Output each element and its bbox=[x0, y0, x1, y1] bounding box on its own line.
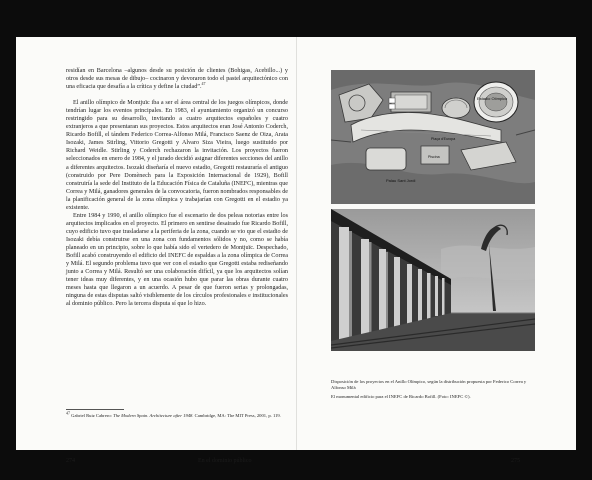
footnote-rule bbox=[66, 409, 124, 410]
footnote-number: 47 bbox=[66, 410, 70, 416]
caption-inefc-photo: El monumental edificio para el INEFC de Ricardo Bofill. (Foto: INEFC ©). bbox=[331, 394, 471, 399]
page-number-right: 275 bbox=[511, 458, 520, 464]
map-label-stadium: Estadio Olímpico bbox=[477, 96, 508, 101]
body-text bbox=[66, 67, 288, 308]
running-title: En el dominio público bbox=[198, 458, 252, 464]
paragraph-2: El anillo olímpico de Montjuïc iba a ser el área central de los juegos olímpicos, donde tendrían lugar los eventos principales. En 1983, el ayuntamiento organizó un concurso restringido para su desarrollo, invitando a cuatro arquitectos españoles y cuatro extranjeros a que presentaran sus proyectos. Estos arquitectos eran José Antonio Coderch, Ricardo Bofill, el tándem Federico Correa-Alfonso Milá, Francisco Saenz de Oiza, Arata Isozaki, James Stirling, Vittorio Gregotti y Alvaro Siza Vieira, luego sustituido por Richard Weidle. Stirling y Coderch rechazaron la invitación. Los proyectos fueron seleccionados en enero de 1984, y el jurado decidió asignar diferentes secciones del anillo a diferentes arquitectos. Isozaki diseñaría el nuevo estadio, Gregotti restauraría el antiguo (construido por Pere Domènech para la Exposición Internacional de 1929), Bofill construiría la sede del Instituto de la Educación Física de Cataluña (INEFC), mientras que Correa y Milá, ganadores generales de la convocatoria, fueron nombrados responsables de la planificación general de la zona olímpica y trabajarían con Gregotti en el estadio ya existente. bbox=[66, 100, 288, 211]
map-label-pool: Piscina bbox=[428, 155, 440, 159]
caption-site-plan: Disposición de los proyectos en el Anillo Olímpico, según la distribución propuesta por Federico Correa y Alfonso Milà bbox=[331, 379, 527, 391]
footnote-ref: 47 bbox=[201, 81, 206, 87]
paragraph-3: Entre 1984 y 1990, el anillo olímpico fue el escenario de dos peleas notorias entre los arquitectos implicados en el proyecto. El primero en sentirse desairado fue Ricardo Bofill, cuyo edificio tuvo que trasladarse a la periferia de la zona, cuando se vio que el estadio de Isozaki debía construirse en una zona con fundamentos sólidos y no, como se había planeado en un principio, sobre lo que había sido el vertedero de Montjuïc. Despechado, Bofill acabó construyendo el edificio del INEFC de espaldas a la zona olímpica de Correa y Milá. El segundo problema tuvo que ver con el estadio que Gregotti estaba rediseñando junto a Correa y Milá. Resultó ser una colaboración difícil, ya que los arquitectos solían tener ideas muy diferentes, y en una ocasión hubo que parar las obras durante cuatro meses hasta que llegaron a un acuerdo. A pesar de que fueron serias y prolongadas, ninguna de estas disputas saltó visiblemente de los círculos profesionales e institucionales al dominio público. Pero la tercera disputa sí que lo hizo. bbox=[66, 212, 288, 308]
footnote bbox=[66, 410, 288, 419]
site-plan-drawing bbox=[331, 70, 535, 204]
map-label-plaza: Plaça d'Europa bbox=[431, 137, 456, 141]
right-page bbox=[297, 37, 576, 464]
olympic-ring-site-plan bbox=[331, 70, 535, 204]
page-number-left: 274 bbox=[66, 458, 75, 464]
map-label-hall: Palau Sant Jordi bbox=[386, 178, 416, 183]
footnote-title: The Modern Spain. Architecture after 1948. bbox=[113, 413, 194, 418]
footnote-publisher: Cambridge, MA: The MIT Press, 2001, p. 119. bbox=[194, 413, 281, 418]
left-page bbox=[16, 37, 297, 464]
footnote-author: Gabriel Ruiz Cabrero: bbox=[71, 413, 112, 418]
inefc-photo-drawing bbox=[331, 209, 535, 351]
paragraph-1: residían en Barcelona –algunos desde su posición de clientes (Bohigas, Acebillo...) y otros desde sus mesas de dibujo– cocinaron y devoraron todo el pastel arquitectónico con una eficacia que desafía a la crítica y define la ciudad”.$^{47}$ bbox=[66, 68, 288, 91]
inefc-building-photo bbox=[331, 209, 535, 351]
